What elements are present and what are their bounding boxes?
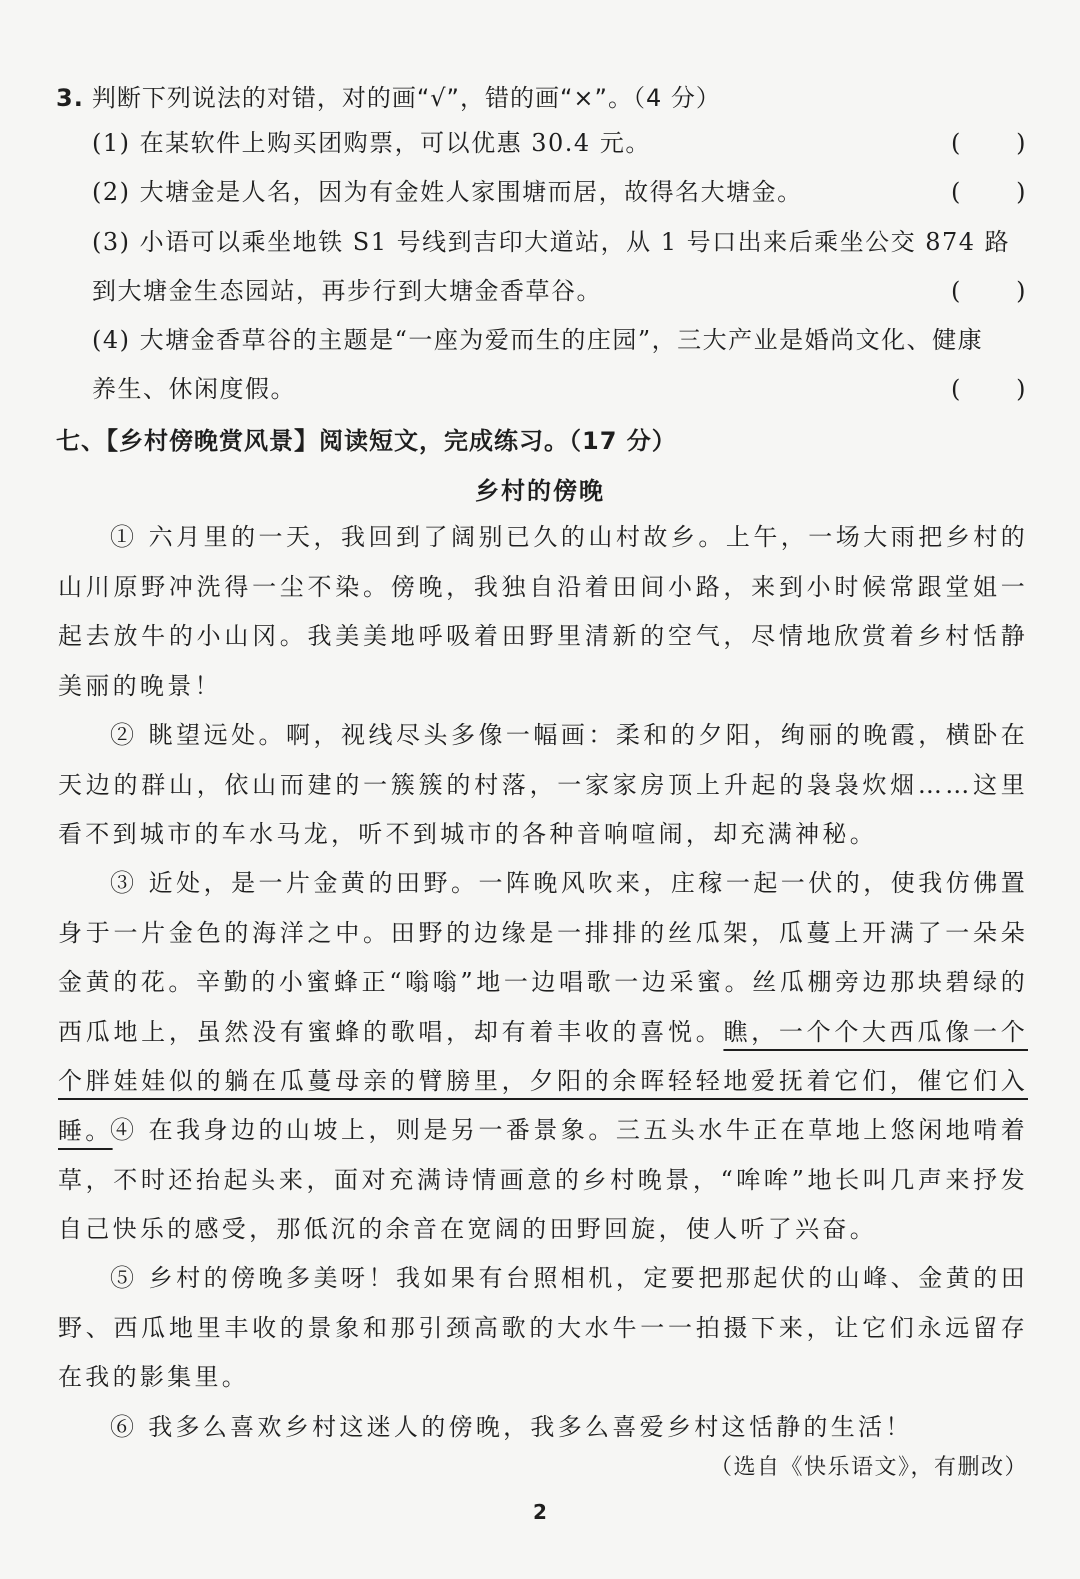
judgement-item-continuation: 养生、休闲度假。 xyxy=(92,375,296,403)
section-7-title: 七、【乡村傍晚赏风景】阅读短文，完成练习。（17 分） xyxy=(56,427,677,455)
question-3-prompt xyxy=(56,78,721,113)
answer-parentheses[interactable]: ( ) xyxy=(951,277,1027,305)
article-source: （选自《快乐语文》，有删改） xyxy=(709,1455,1028,1480)
judgement-item-text: (1) 在某软件上购买团购票，可以优惠 30.4 元。 xyxy=(92,129,651,157)
article-paragraph-2: ② 眺望远处。啊，视线尽头多像一幅画：柔和的夕阳，绚丽的晚霞，横卧在天边的群山，依山而建的一簇簇的村落，一家家房顶上升起的袅袅炊烟……这里看不到城市的车水马龙，听不到城市的各种音响喧闹，却充满神秘。 xyxy=(58,721,1028,848)
question-number: 3. xyxy=(56,84,84,112)
article-paragraph-4: ④ 在我身边的山坡上，则是另一番景象。三五头水牛正在草地上悠闲地啃着草，不时还抬起头来，面对充满诗情画意的乡村晚景，“哞哞”地长叫几声来抒发自己快乐的感受，那低沉的余音在宽阔的田野回旋，使人听了兴奋。 xyxy=(58,1116,1028,1243)
article-paragraph-1: ① 六月里的一天，我回到了阔别已久的山村故乡。上午，一场大雨把乡村的山川原野冲洗得一尘不染。傍晚，我独自沿着田间小路，来到小时候常跟堂姐一起去放牛的小山冈。我美美地呼吸着田野里清新的空气，尽情地欣赏着乡村恬静美丽的晚景！ xyxy=(58,523,1028,700)
judgement-item-text: (4) 大塘金香草谷的主题是“一座为爱而生的庄园”，三大产业是婚尚文化、健康 xyxy=(92,326,984,354)
answer-parentheses[interactable]: ( ) xyxy=(951,129,1027,157)
judgement-item xyxy=(92,316,1027,414)
article-paragraph-5: ⑤ 乡村的傍晚多美呀！我如果有台照相机，定要把那起伏的山峰、金黄的田野、西瓜地里丰收的景象和那引颈高歌的大水牛一一拍摄下来，让它们永远留存在我的影集里。 xyxy=(58,1264,1028,1391)
judgement-item-text: (3) 小语可以乘坐地铁 S1 号线到吉印大道站，从 1 号口出来后乘坐公交 874 路 xyxy=(92,228,1011,256)
judgement-item xyxy=(92,119,1027,168)
page-number: 2 xyxy=(533,1500,547,1524)
judgement-item-text: (2) 大塘金是人名，因为有金姓人家围塘而居，故得名大塘金。 xyxy=(92,178,803,206)
paragraph-3-text: ③ 近处，是一片金黄的田野。一阵晚风吹来，庄稼一起一伏的，使我仿佛置身于一片金色的海洋之中。田野的边缘是一排排的丝瓜架，瓜蔓上开满了一朵朵金黄的花。辛勤的小蜜蜂正“嗡嗡”地一边唱歌一边采蜜。丝瓜棚旁边那块碧绿的西瓜地上，虽然没有蜜蜂的歌唱，却有着丰收的喜悦。 xyxy=(58,869,1028,1046)
answer-parentheses[interactable]: ( ) xyxy=(951,178,1027,206)
article-paragraph-6: ⑥ 我多么喜欢乡村这迷人的傍晚，我多么喜爱乡村这恬静的生活！ xyxy=(110,1413,913,1441)
answer-parentheses[interactable]: ( ) xyxy=(951,375,1027,403)
article-title: 乡村的傍晚 xyxy=(475,477,605,505)
judgement-item xyxy=(92,218,1027,316)
underlined-sentence: 瞧，一个个大西瓜像一个个胖娃娃似的躺在瓜蔓母亲的臂膀里，夕阳的余晖轻轻地爱抚着它们，催它们入睡。 xyxy=(58,1017,1028,1145)
judgement-item-continuation: 到大塘金生态园站，再步行到大塘金香草谷。 xyxy=(92,277,602,305)
question-text: 判断下列说法的对错，对的画“√”，错的画“×”。（4 分） xyxy=(91,84,721,112)
judgement-item xyxy=(92,168,1027,217)
